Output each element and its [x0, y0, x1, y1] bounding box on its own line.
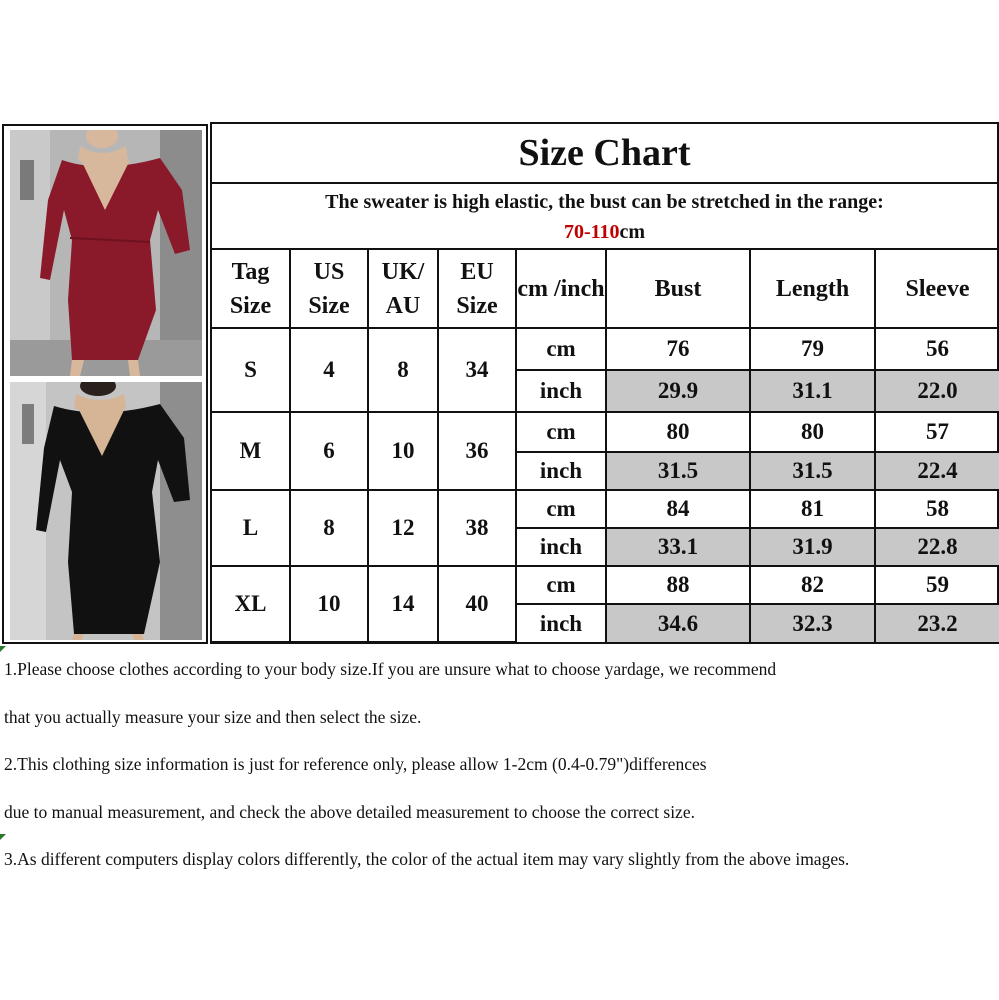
chart-title: Size Chart: [212, 124, 997, 184]
header-tag-size: Tag Size: [212, 250, 290, 328]
eu-size-cell: 40: [438, 566, 516, 642]
elasticity-note: [212, 184, 997, 250]
uk-size-cell: 8: [368, 328, 438, 412]
length-cell: 81: [750, 490, 875, 528]
black-dress-photo: [10, 382, 202, 640]
uk-size-cell: 12: [368, 490, 438, 566]
size-notes: [4, 655, 994, 893]
us-size-cell: 10: [290, 566, 368, 642]
stretch-range-value: 70-110: [563, 221, 620, 243]
length-cell: 31.9: [750, 528, 875, 566]
green-corner-mark: [0, 646, 6, 652]
table-row: [212, 328, 999, 370]
length-cell: 82: [750, 566, 875, 604]
product-photos: [2, 124, 208, 644]
unit-cell: cm: [516, 328, 606, 370]
us-size-cell: 8: [290, 490, 368, 566]
table-row: [212, 566, 999, 604]
bust-cell: 29.9: [606, 370, 750, 412]
header-bust: Bust: [606, 250, 750, 328]
stretch-range: [212, 217, 997, 247]
length-cell: 31.5: [750, 452, 875, 490]
note-line: 3.As different computers display colors differently, the color of the actual item may vary slightly from the above images.: [4, 849, 850, 869]
bust-cell: 34.6: [606, 604, 750, 642]
tag-size-cell: XL: [212, 566, 290, 642]
tag-size-cell: S: [212, 328, 290, 412]
sleeve-cell: 58: [875, 490, 999, 528]
header-uk-au: UK/ AU: [368, 250, 438, 328]
eu-size-cell: 34: [438, 328, 516, 412]
green-corner-mark: [0, 834, 6, 840]
length-cell: 32.3: [750, 604, 875, 642]
uk-size-cell: 14: [368, 566, 438, 642]
length-cell: 80: [750, 412, 875, 452]
note-line: 1.Please choose clothes according to your body size.If you are unsure what to choose yardage, we recommend: [4, 659, 777, 679]
us-size-cell: 4: [290, 328, 368, 412]
tag-size-cell: L: [212, 490, 290, 566]
note-line: that you actually measure your size and then select the size.: [4, 706, 422, 727]
unit-cell: inch: [516, 370, 606, 412]
stretch-range-unit: cm: [619, 221, 646, 243]
bust-cell: 88: [606, 566, 750, 604]
unit-cell: cm: [516, 490, 606, 528]
bust-cell: 84: [606, 490, 750, 528]
header-length: Length: [750, 250, 875, 328]
unit-cell: cm: [516, 412, 606, 452]
length-cell: 79: [750, 328, 875, 370]
length-cell: 31.1: [750, 370, 875, 412]
elasticity-note-line: The sweater is high elastic, the bust can be stretched in the range:: [325, 191, 884, 213]
bust-cell: 33.1: [606, 528, 750, 566]
sleeve-cell: 56: [875, 328, 999, 370]
sleeve-cell: 57: [875, 412, 999, 452]
header-row: [212, 250, 999, 328]
us-size-cell: 6: [290, 412, 368, 490]
uk-size-cell: 10: [368, 412, 438, 490]
sleeve-cell: 22.4: [875, 452, 999, 490]
sleeve-cell: 22.0: [875, 370, 999, 412]
note-line: 2.This clothing size information is just for reference only, please allow 1-2cm (0.4-0.79")differences: [4, 754, 707, 774]
header-unit: cm /inch: [516, 250, 606, 328]
header-sleeve: Sleeve: [875, 250, 999, 328]
bust-cell: 80: [606, 412, 750, 452]
size-table: [212, 250, 999, 643]
bust-cell: 76: [606, 328, 750, 370]
unit-cell: cm: [516, 566, 606, 604]
note-line: due to manual measurement, and check the above detailed measurement to choose the correct size.: [4, 801, 695, 822]
sleeve-cell: 23.2: [875, 604, 999, 642]
table-row: [212, 412, 999, 452]
eu-size-cell: 36: [438, 412, 516, 490]
header-eu-size: EU Size: [438, 250, 516, 328]
header-us-size: US Size: [290, 250, 368, 328]
unit-cell: inch: [516, 528, 606, 566]
wine-dress-photo: [10, 130, 202, 376]
bust-cell: 31.5: [606, 452, 750, 490]
size-chart: [210, 122, 999, 644]
eu-size-cell: 38: [438, 490, 516, 566]
unit-cell: inch: [516, 452, 606, 490]
sleeve-cell: 59: [875, 566, 999, 604]
table-row: [212, 490, 999, 528]
sleeve-cell: 22.8: [875, 528, 999, 566]
unit-cell: inch: [516, 604, 606, 642]
tag-size-cell: M: [212, 412, 290, 490]
